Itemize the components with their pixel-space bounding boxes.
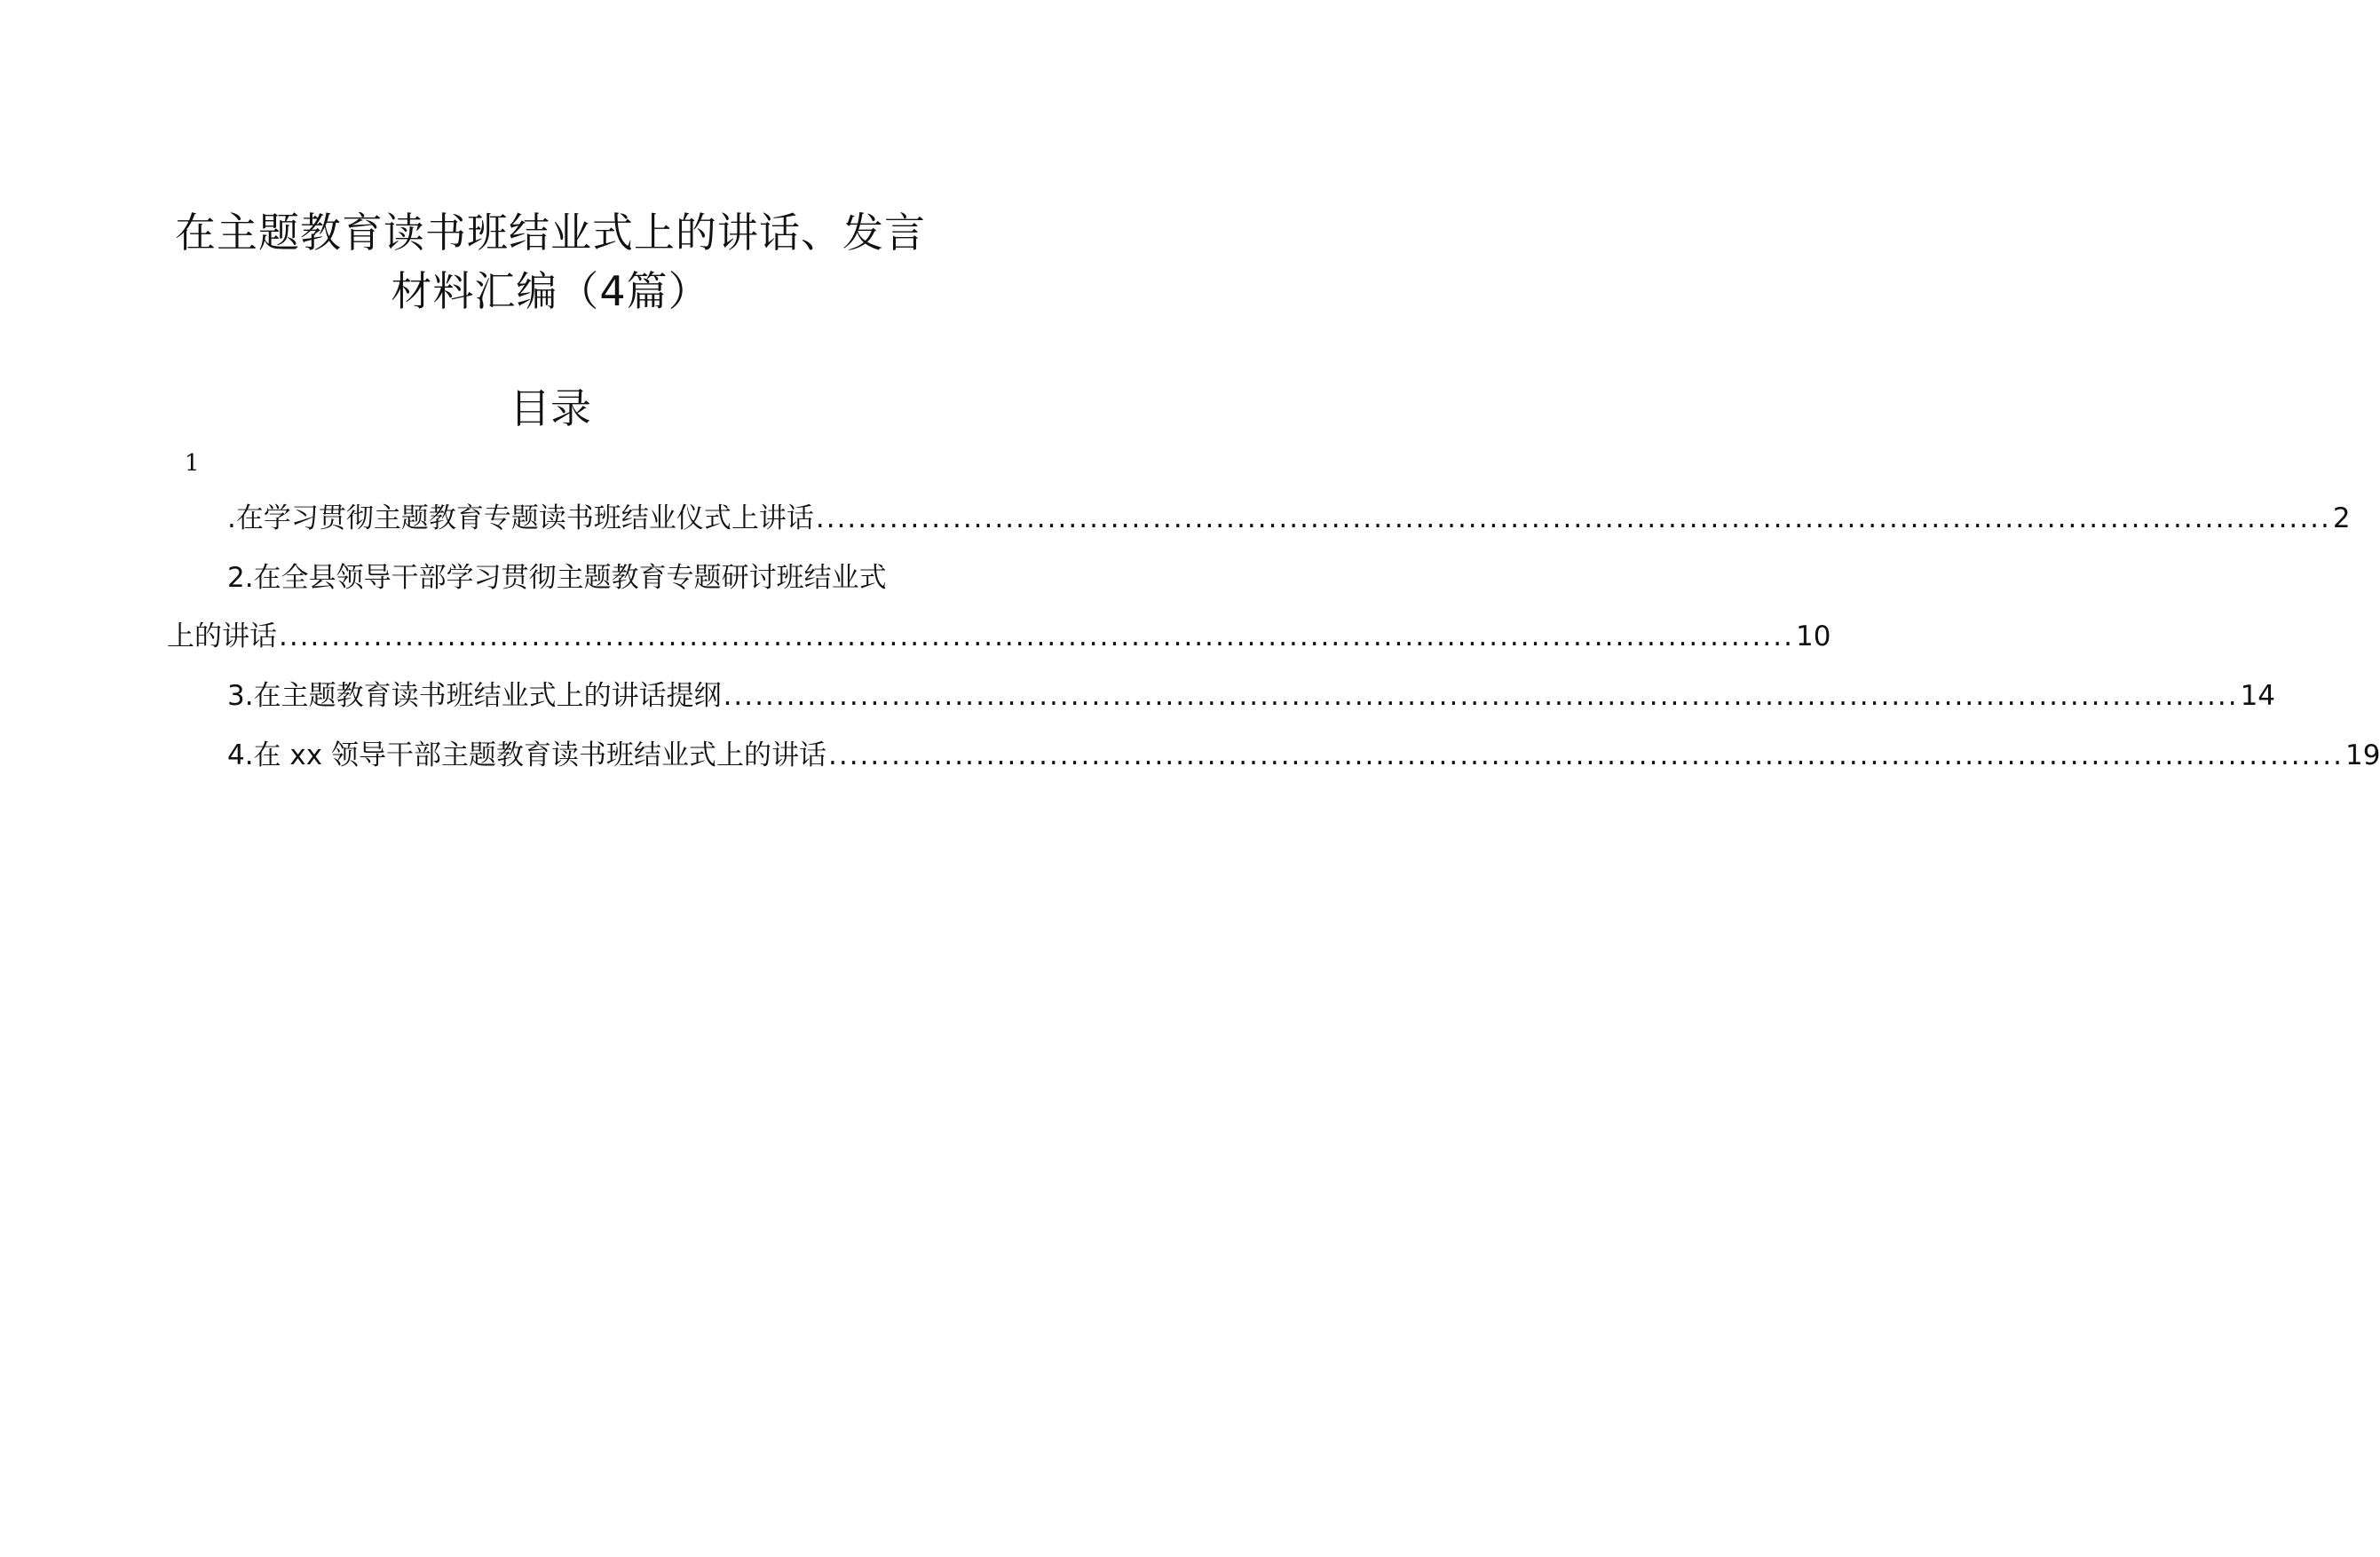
document-title: 在主题教育读书班结业式上的讲话、发言 [175,209,926,257]
toc-entry-2[interactable] [227,560,934,596]
toc-entry-text: 3.在主题教育读书班结业式上的讲话提纲 [227,680,722,712]
toc-entry-4[interactable] [227,738,2380,773]
toc-entry-text: .在学习贯彻主题教育专题读书班结业仪式上讲话 [227,502,814,534]
toc-leader-dots: ................................................................................................................................................ [815,502,2331,534]
toc-page-number: 14 [2240,680,2276,712]
toc-entry-text: 2.在全县领导干部学习贯彻主题教育专题研讨班结业式 [227,562,887,594]
toc-leader-dots: ................................................................................................................................................ [723,680,2239,712]
toc-page-number: 19 [2344,739,2380,771]
stray-number: 1 [185,450,200,477]
toc-leader-dots: ................................................................................................................................................ [279,620,1794,652]
toc-entry-text: 4.在 xx 领导干部主题教育读书班结业式上的讲话 [227,739,826,771]
toc-entry-text-continued: 上的讲话 [167,620,277,652]
toc-leader-dots: ................................................................................................................................................ [827,739,2344,771]
toc-entry-2-continued[interactable] [167,619,1831,654]
toc-page-number: 10 [1795,620,1831,652]
document-title-continued: 材料汇编（4篇） [391,267,710,315]
toc-entry-1[interactable] [227,501,2351,536]
toc-heading: 目录 [510,384,591,432]
toc-entry-3[interactable] [227,678,2276,714]
toc-page-number: 2 [2332,502,2351,534]
